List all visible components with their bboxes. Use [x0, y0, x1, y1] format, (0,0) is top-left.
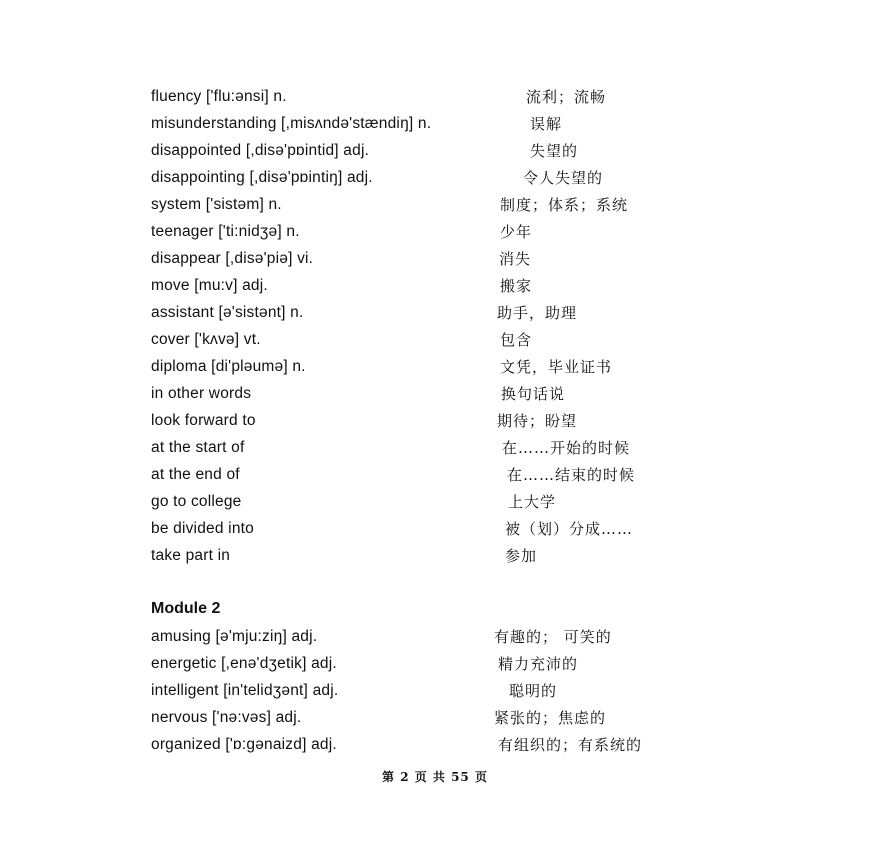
vocab-english: cover ['kʌvə] vt.: [151, 331, 261, 348]
vocab-chinese: 在……结束的时候: [507, 466, 636, 484]
page-number-footer: 第 2 页 共 55 页: [382, 770, 488, 784]
vocab-row: [0, 734, 870, 756]
vocab-chinese: 参加: [505, 547, 538, 565]
vocab-english: disappear [,disə'piə] vi.: [151, 250, 314, 267]
vocab-english: disappointed [,disə'pɒintid] adj.: [151, 142, 370, 159]
vocab-english: misunderstanding [,misʌndə'stændiŋ] n.: [151, 115, 432, 132]
vocab-row: [0, 167, 870, 189]
vocab-chinese: 紧张的；焦虑的: [494, 709, 607, 727]
vocab-row: [0, 464, 870, 486]
vocab-chinese: 上大学: [508, 493, 557, 511]
vocab-english: teenager ['ti:nidʒə] n.: [151, 223, 300, 240]
vocab-chinese: 被（划）分成……: [505, 520, 634, 538]
vocab-english: energetic [,enə'dʒetik] adj.: [151, 655, 337, 672]
vocab-row: [0, 626, 870, 648]
vocab-chinese: 消失: [499, 250, 532, 268]
vocab-row: [0, 653, 870, 675]
vocab-english: take part in: [151, 547, 231, 564]
vocab-chinese: 有趣的； 可笑的: [494, 628, 612, 646]
vocab-row: [0, 140, 870, 162]
vocab-chinese: 在……开始的时候: [502, 439, 631, 457]
vocab-english: system ['sistəm] n.: [151, 196, 282, 213]
vocab-row: [0, 86, 870, 108]
vocab-row: [0, 707, 870, 729]
vocab-chinese: 流利；流畅: [526, 88, 607, 106]
vocab-chinese: 失望的: [530, 142, 579, 160]
vocab-row: [0, 194, 870, 216]
vocab-row: [0, 545, 870, 567]
vocab-row: [0, 410, 870, 432]
vocab-row: [0, 221, 870, 243]
vocab-chinese: 包含: [500, 331, 533, 349]
vocab-row: [0, 437, 870, 459]
vocab-english: amusing [ə'mju:ziŋ] adj.: [151, 628, 318, 645]
vocab-row: [0, 518, 870, 540]
vocab-row: [0, 383, 870, 405]
vocab-chinese: 聪明的: [509, 682, 558, 700]
vocab-english: go to college: [151, 493, 242, 510]
vocab-english: disappointing [,disə'pɒintiŋ] adj.: [151, 169, 373, 186]
vocab-english: move [mu:v] adj.: [151, 277, 268, 294]
vocab-chinese: 助手，助理: [497, 304, 578, 322]
vocab-chinese: 期待；盼望: [497, 412, 578, 430]
vocab-english: at the start of: [151, 439, 245, 456]
vocab-english: be divided into: [151, 520, 254, 537]
vocab-chinese: 精力充沛的: [498, 655, 579, 673]
vocab-chinese: 误解: [530, 115, 563, 133]
vocab-english: assistant [ə'sistənt] n.: [151, 304, 304, 321]
vocab-row: [0, 275, 870, 297]
vocab-english: nervous ['nə:vəs] adj.: [151, 709, 302, 726]
vocab-english: look forward to: [151, 412, 256, 429]
vocab-row: [0, 329, 870, 351]
vocab-chinese: 制度；体系；系统: [500, 196, 629, 214]
vocab-english: organized ['ɒ:gənaizd] adj.: [151, 736, 337, 753]
vocab-english: diploma [di'pləumə] n.: [151, 358, 306, 375]
vocab-row: [0, 491, 870, 513]
vocab-chinese: 换句话说: [501, 385, 566, 403]
module-heading: Module 2: [151, 600, 221, 617]
vocab-english: intelligent [in'telidʒənt] adj.: [151, 682, 339, 699]
vocab-row: [0, 302, 870, 324]
vocab-chinese: 有组织的；有系统的: [498, 736, 643, 754]
vocab-chinese: 文凭，毕业证书: [500, 358, 613, 376]
vocab-row: [0, 248, 870, 270]
vocab-english: fluency ['flu:ənsi] n.: [151, 88, 287, 105]
vocab-chinese: 搬家: [500, 277, 533, 295]
vocab-row: [0, 356, 870, 378]
vocab-english: at the end of: [151, 466, 240, 483]
vocab-chinese: 令人失望的: [523, 169, 604, 187]
vocab-row: [0, 113, 870, 135]
vocab-row: [0, 680, 870, 702]
vocab-english: in other words: [151, 385, 252, 402]
vocab-chinese: 少年: [500, 223, 533, 241]
